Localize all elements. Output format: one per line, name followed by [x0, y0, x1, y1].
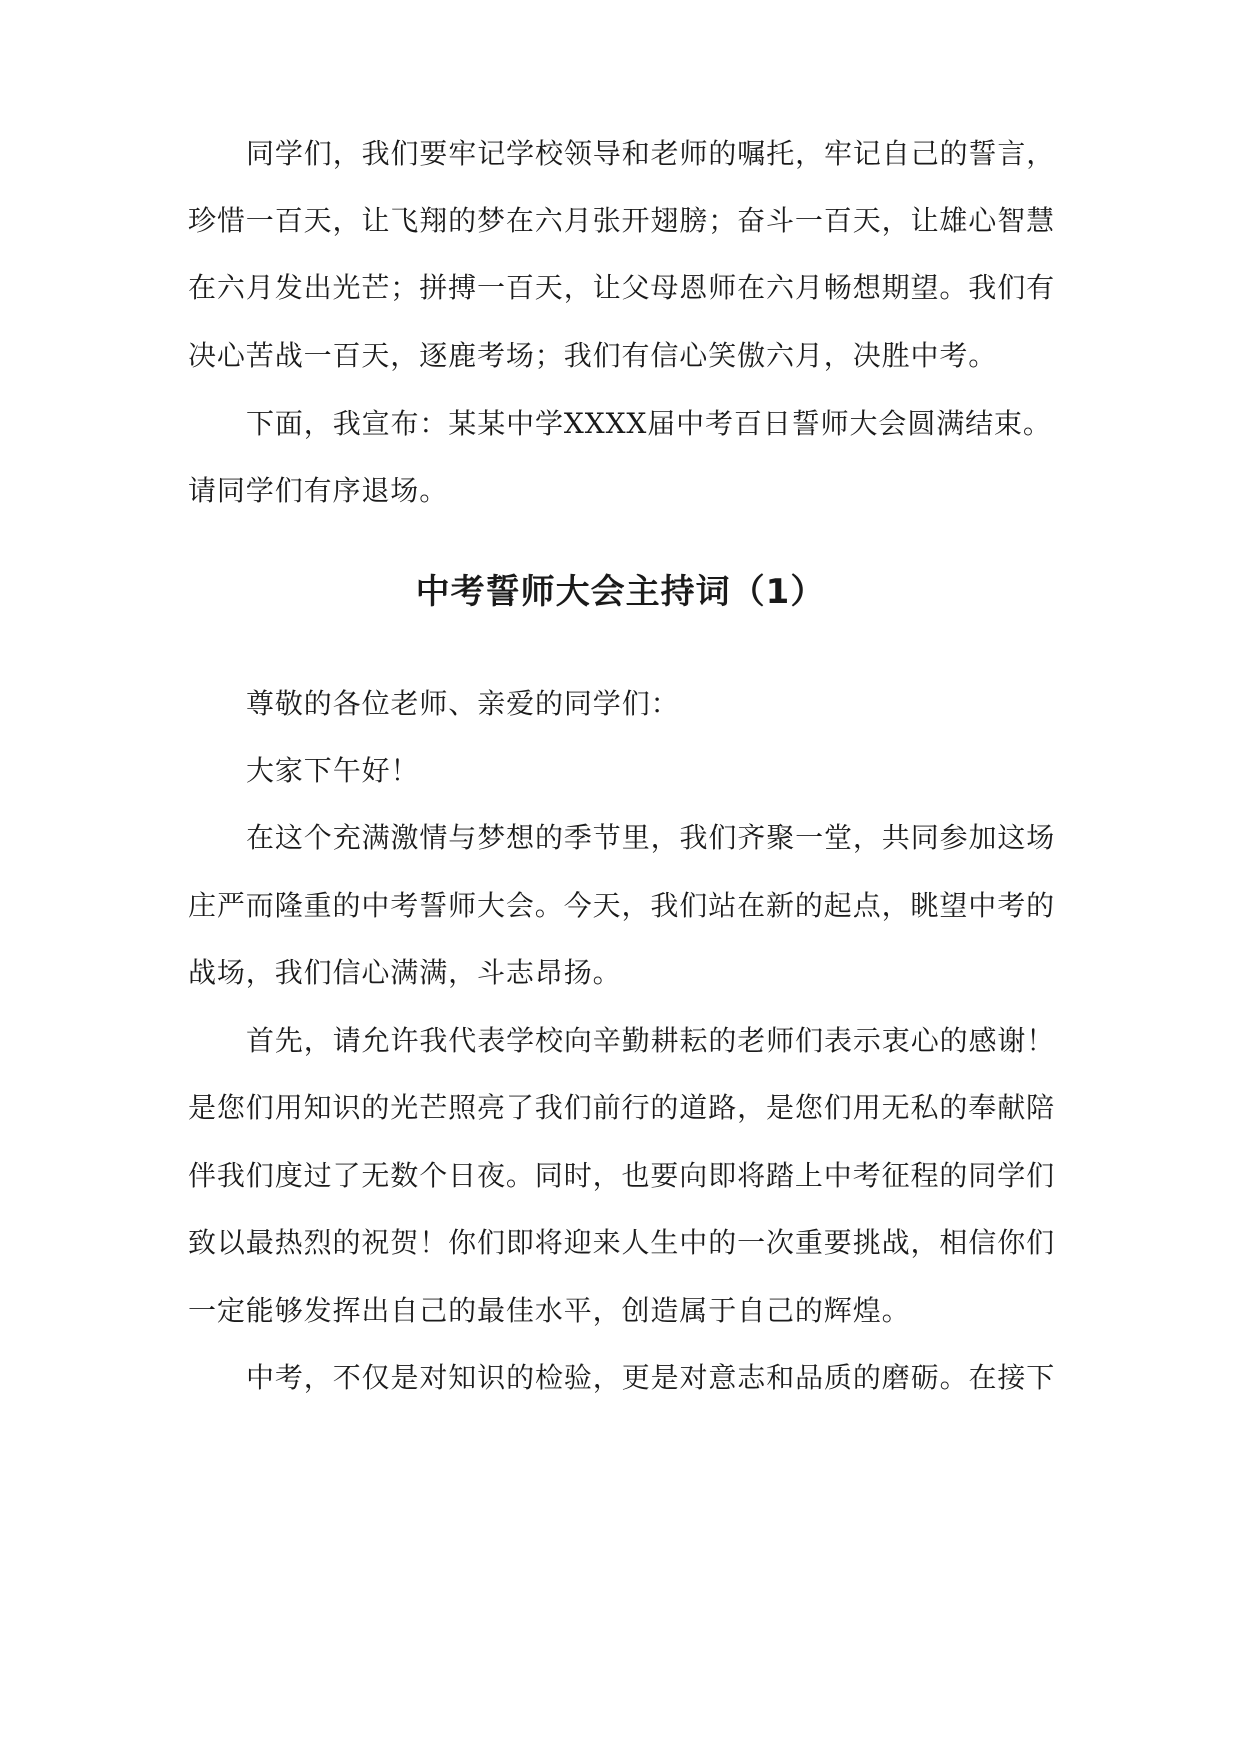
- paragraph-line: 中考，不仅是对知识的检验，更是对意志和品质的磨砺。在接下: [246, 1361, 1056, 1394]
- paragraph-line: 是您们用知识的光芒照亮了我们前行的道路，是您们用无私的奉献陪: [188, 1091, 1056, 1124]
- paragraph-line: 同学们，我们要牢记学校领导和老师的嘱托，牢记自己的誓言，: [246, 137, 1056, 170]
- paragraph-line: 尊敬的各位老师、亲爱的同学们：: [246, 687, 680, 720]
- paragraph-line: 战场，我们信心满满，斗志昂扬。: [188, 956, 622, 989]
- paragraph-line: 在六月发出光芒；拼搏一百天，让父母恩师在六月畅想期望。我们有: [188, 271, 1056, 304]
- paragraph-line: 大家下午好！: [246, 754, 420, 787]
- paragraph-line: 决心苦战一百天，逐鹿考场；我们有信心笑傲六月，决胜中考。: [188, 339, 998, 372]
- paragraph-line: 下面，我宣布：某某中学XXXX届中考百日誓师大会圆满结束。: [246, 407, 1052, 440]
- paragraph-line: 伴我们度过了无数个日夜。同时，也要向即将踏上中考征程的同学们: [188, 1159, 1056, 1192]
- paragraph-line: 庄严而隆重的中考誓师大会。今天，我们站在新的起点，眺望中考的: [188, 889, 1056, 922]
- paragraph-line: 请同学们有序退场。: [188, 474, 449, 507]
- paragraph-line: 致以最热烈的祝贺！你们即将迎来人生中的一次重要挑战，相信你们: [188, 1226, 1056, 1259]
- paragraph-line: 珍惜一百天，让飞翔的梦在六月张开翅膀；奋斗一百天，让雄心智慧: [188, 204, 1056, 237]
- section-title: 中考誓师大会主持词（1）: [415, 572, 826, 612]
- paragraph-line: 首先，请允许我代表学校向辛勤耕耘的老师们表示衷心的感谢！: [246, 1024, 1056, 1057]
- paragraph-line: 一定能够发挥出自己的最佳水平，创造属于自己的辉煌。: [188, 1294, 911, 1327]
- paragraph-line: 在这个充满激情与梦想的季节里，我们齐聚一堂，共同参加这场: [246, 821, 1056, 854]
